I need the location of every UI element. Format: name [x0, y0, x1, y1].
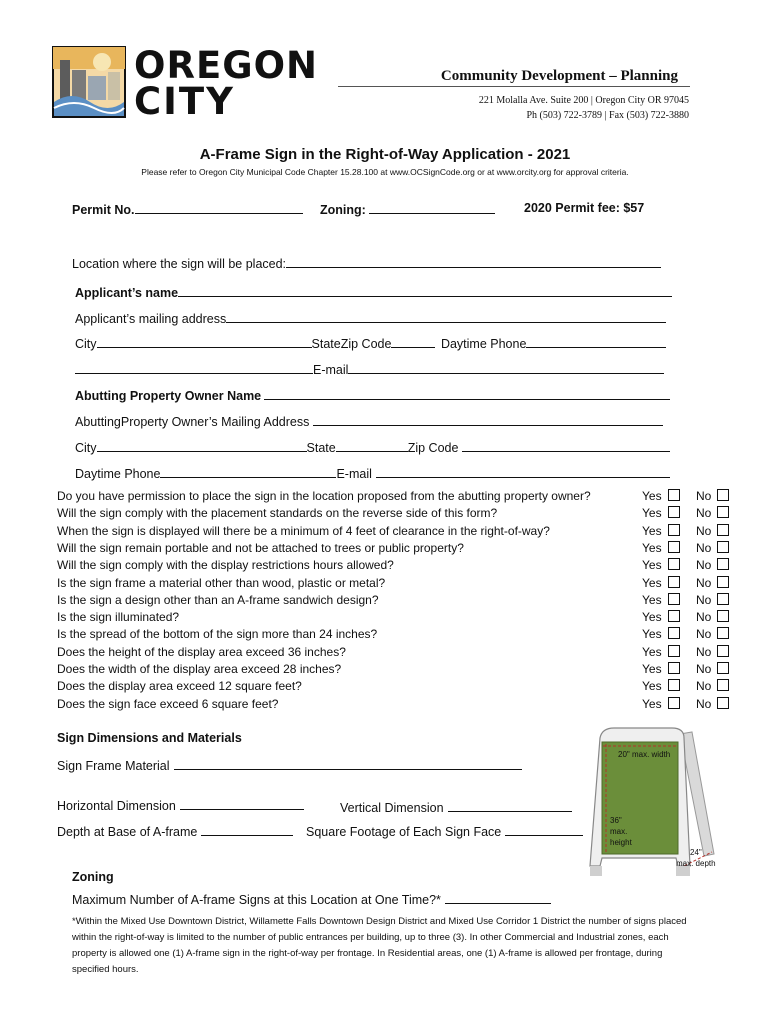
checkbox-square-icon[interactable] — [717, 679, 729, 691]
dimensions-heading: Sign Dimensions and Materials — [57, 731, 242, 745]
applicant-name-field[interactable] — [75, 284, 672, 300]
diagram-height-label-2: max. — [610, 827, 628, 836]
horizontal-dimension-label: Horizontal Dimension — [57, 799, 176, 813]
question-text: Is the sign illuminated? — [57, 610, 180, 624]
department-address: 221 Molalla Ave. Suite 200 | Oregon City OR 97045 — [478, 95, 689, 106]
diagram-depth-label-2: max. depth — [676, 859, 716, 868]
applicant-city-label: City — [75, 337, 97, 351]
no-checkbox[interactable] — [696, 489, 729, 503]
checkbox-square-icon[interactable] — [668, 593, 680, 605]
depth-field[interactable] — [57, 823, 293, 839]
abutting-name-field[interactable] — [75, 387, 670, 403]
yes-checkbox[interactable] — [642, 541, 680, 555]
yes-checkbox[interactable] — [642, 610, 680, 624]
no-label: No — [696, 645, 712, 659]
abutting-mailing-label: AbuttingProperty Owner’s Mailing Address — [75, 415, 310, 429]
checkbox-square-icon[interactable] — [717, 697, 729, 709]
yes-checkbox[interactable] — [642, 506, 680, 520]
question-text: Do you have permission to place the sign in the location proposed from the abutting property owner? — [57, 489, 591, 503]
yes-label: Yes — [642, 627, 662, 641]
question-text: Does the display area exceed 12 square feet? — [57, 679, 302, 693]
question-text: Will the sign comply with the placement standards on the reverse side of this form? — [57, 506, 498, 520]
diagram-height-label-1: 36" — [610, 816, 622, 825]
yes-checkbox[interactable] — [642, 558, 680, 572]
applicant-state-label: State — [311, 337, 341, 351]
applicant-mailing-label: Applicant’s mailing address — [75, 312, 227, 326]
question-text: Will the sign remain portable and not be attached to trees or public property? — [57, 541, 464, 555]
checkbox-square-icon[interactable] — [668, 697, 680, 709]
checkbox-square-icon[interactable] — [668, 610, 680, 622]
no-label: No — [696, 524, 712, 538]
header-rule — [338, 86, 690, 87]
abutting-email-label: E-mail — [336, 467, 372, 481]
yes-checkbox[interactable] — [642, 679, 680, 693]
permit-number-field[interactable] — [72, 201, 303, 217]
abutting-mailing-field[interactable] — [75, 413, 663, 429]
permit-fee: 2020 Permit fee: $57 — [524, 201, 645, 215]
applicant-mailing-field[interactable] — [75, 310, 666, 326]
no-checkbox[interactable] — [696, 576, 729, 590]
no-checkbox[interactable] — [696, 610, 729, 624]
logo-wordmark-oregon: OREGON — [134, 44, 319, 87]
yes-label: Yes — [642, 610, 662, 624]
abutting-phone-row[interactable] — [75, 465, 670, 481]
page-title: A-Frame Sign in the Right-of-Way Application - 2021 — [199, 146, 571, 163]
abutting-zip-label: Zip Code — [407, 441, 459, 455]
checkbox-square-icon[interactable] — [668, 627, 680, 639]
oregon-city-logo — [52, 44, 344, 123]
abutting-state-label: State — [306, 441, 336, 455]
checkbox-square-icon[interactable] — [668, 524, 680, 536]
checkbox-square-icon[interactable] — [717, 489, 729, 501]
permit-number-label: Permit No. — [72, 203, 135, 217]
no-label: No — [696, 627, 712, 641]
question-text: Is the sign frame a material other than wood, plastic or metal? — [57, 576, 386, 590]
checkbox-square-icon[interactable] — [717, 576, 729, 588]
yes-label: Yes — [642, 645, 662, 659]
question-text: When the sign is displayed will there be a minimum of 4 feet of clearance in the right-of-way? — [57, 524, 550, 538]
no-label: No — [696, 593, 712, 607]
yes-checkbox[interactable] — [642, 662, 680, 676]
logo-wordmark-city: CITY — [134, 80, 235, 123]
max-signs-label: Maximum Number of A-frame Signs at this Location at One Time?* — [72, 893, 441, 907]
department-phone: Ph (503) 722-3789 | Fax (503) 722-3880 — [526, 110, 689, 121]
no-label: No — [696, 558, 712, 572]
no-label: No — [696, 679, 712, 693]
logo-emblem-icon — [52, 46, 126, 118]
checkbox-square-icon[interactable] — [668, 576, 680, 588]
no-label: No — [696, 610, 712, 624]
yes-label: Yes — [642, 524, 662, 538]
yes-checkbox[interactable] — [642, 489, 680, 503]
no-checkbox[interactable] — [696, 679, 729, 693]
no-checkbox[interactable] — [696, 627, 729, 641]
no-checkbox[interactable] — [696, 541, 729, 555]
frame-material-field[interactable] — [57, 757, 522, 773]
department-name: Community Development – Planning — [440, 68, 678, 84]
location-field[interactable] — [72, 255, 661, 271]
zoning-heading: Zoning — [72, 870, 114, 884]
no-checkbox[interactable] — [696, 593, 729, 607]
yes-label: Yes — [642, 662, 662, 676]
location-label: Location where the sign will be placed: — [72, 257, 287, 271]
applicant-daytime-label: Daytime Phone — [440, 337, 527, 351]
applicant-email-row[interactable] — [75, 361, 664, 377]
checkbox-square-icon[interactable] — [668, 662, 680, 674]
abutting-name-label: Abutting Property Owner Name — [75, 389, 262, 403]
checkbox-square-icon[interactable] — [717, 524, 729, 536]
page-subtitle: Please refer to Oregon City Municipal Code Chapter 15.28.100 at www.OCSignCode.org or at www.orcity.org for approval criteria. — [141, 167, 629, 177]
applicant-name-label: Applicant’s name — [75, 286, 179, 300]
checkbox-square-icon[interactable] — [717, 558, 729, 570]
no-checkbox[interactable] — [696, 558, 729, 572]
checkbox-square-icon[interactable] — [668, 645, 680, 657]
yes-checkbox[interactable] — [642, 576, 680, 590]
diagram-width-label: 20" max. width — [618, 750, 671, 759]
frame-material-label: Sign Frame Material — [57, 759, 170, 773]
question-text: Does the sign face exceed 6 square feet? — [57, 697, 279, 711]
diagram-depth-label-1: 24" — [690, 848, 702, 857]
yes-checkbox[interactable] — [642, 524, 680, 538]
max-signs-field[interactable] — [72, 891, 551, 907]
no-checkbox[interactable] — [696, 506, 729, 520]
no-label: No — [696, 662, 712, 676]
checkbox-square-icon[interactable] — [717, 506, 729, 518]
question-text: Does the width of the display area exceed 28 inches? — [57, 662, 342, 676]
checkbox-square-icon[interactable] — [668, 558, 680, 570]
yes-label: Yes — [642, 593, 662, 607]
abutting-city-label: City — [75, 441, 97, 455]
no-checkbox[interactable] — [696, 662, 729, 676]
a-frame-diagram — [588, 726, 720, 880]
no-label: No — [696, 489, 712, 503]
question-text: Is the spread of the bottom of the sign more than 24 inches? — [57, 627, 378, 641]
yes-label: Yes — [642, 506, 662, 520]
checkbox-square-icon[interactable] — [668, 541, 680, 553]
yes-label: Yes — [642, 541, 662, 555]
question-text: Will the sign comply with the display restrictions hours allowed? — [57, 558, 394, 572]
no-checkbox[interactable] — [696, 697, 729, 711]
depth-label: Depth at Base of A-frame — [57, 825, 198, 839]
checkbox-square-icon[interactable] — [668, 489, 680, 501]
yes-checkbox[interactable] — [642, 697, 680, 711]
yes-label: Yes — [642, 697, 662, 711]
zoning-field[interactable] — [320, 201, 495, 217]
applicant-email-label: E-mail — [313, 363, 349, 377]
horizontal-dimension-field[interactable] — [57, 797, 304, 813]
checkbox-square-icon[interactable] — [717, 627, 729, 639]
checkbox-square-icon[interactable] — [717, 645, 729, 657]
no-label: No — [696, 697, 712, 711]
checkbox-square-icon[interactable] — [717, 610, 729, 622]
question-text: Does the height of the display area exceed 36 inches? — [57, 645, 346, 659]
yes-checkbox[interactable] — [642, 627, 680, 641]
checkbox-square-icon[interactable] — [717, 593, 729, 605]
no-checkbox[interactable] — [696, 645, 729, 659]
yes-label: Yes — [642, 576, 662, 590]
no-label: No — [696, 506, 712, 520]
yes-checkbox[interactable] — [642, 593, 680, 607]
checkbox-square-icon[interactable] — [717, 541, 729, 553]
zoning-footnote: *Within the Mixed Use Downtown District, Willamette Falls Downtown Design District and Mixed Use Corridor 1 District the number of signs placed within the right-of-way is limited to the number of public entrances per building, up to three (3). In other Commercial and Industrial zones, each property is allowed one (1) A-frame sign in the right-of-way per frontage. In Residential areas, one (1) A-frame is allowed per frontage, during specified hours. — [72, 916, 687, 975]
square-footage-label: Square Footage of Each Sign Face — [306, 825, 502, 839]
no-checkbox[interactable] — [696, 524, 729, 538]
question-text: Is the sign a design other than an A-frame sandwich design? — [57, 593, 379, 607]
checkbox-square-icon[interactable] — [668, 679, 680, 691]
yes-checkbox[interactable] — [642, 645, 680, 659]
abutting-city-row[interactable] — [75, 439, 670, 455]
vertical-dimension-label: Vertical Dimension — [340, 801, 444, 815]
diagram-height-label-3: height — [610, 838, 632, 847]
no-label: No — [696, 576, 712, 590]
applicant-zip-label: Zip Code — [340, 337, 392, 351]
abutting-daytime-label: Daytime Phone — [75, 467, 161, 481]
checkbox-square-icon[interactable] — [668, 506, 680, 518]
yes-label: Yes — [642, 489, 662, 503]
vertical-dimension-field[interactable] — [340, 799, 572, 815]
square-footage-field[interactable] — [306, 823, 583, 839]
yes-label: Yes — [642, 679, 662, 693]
zoning-label: Zoning: — [320, 203, 366, 217]
checkbox-square-icon[interactable] — [717, 662, 729, 674]
applicant-city-row[interactable] — [75, 335, 666, 351]
yes-label: Yes — [642, 558, 662, 572]
no-label: No — [696, 541, 712, 555]
